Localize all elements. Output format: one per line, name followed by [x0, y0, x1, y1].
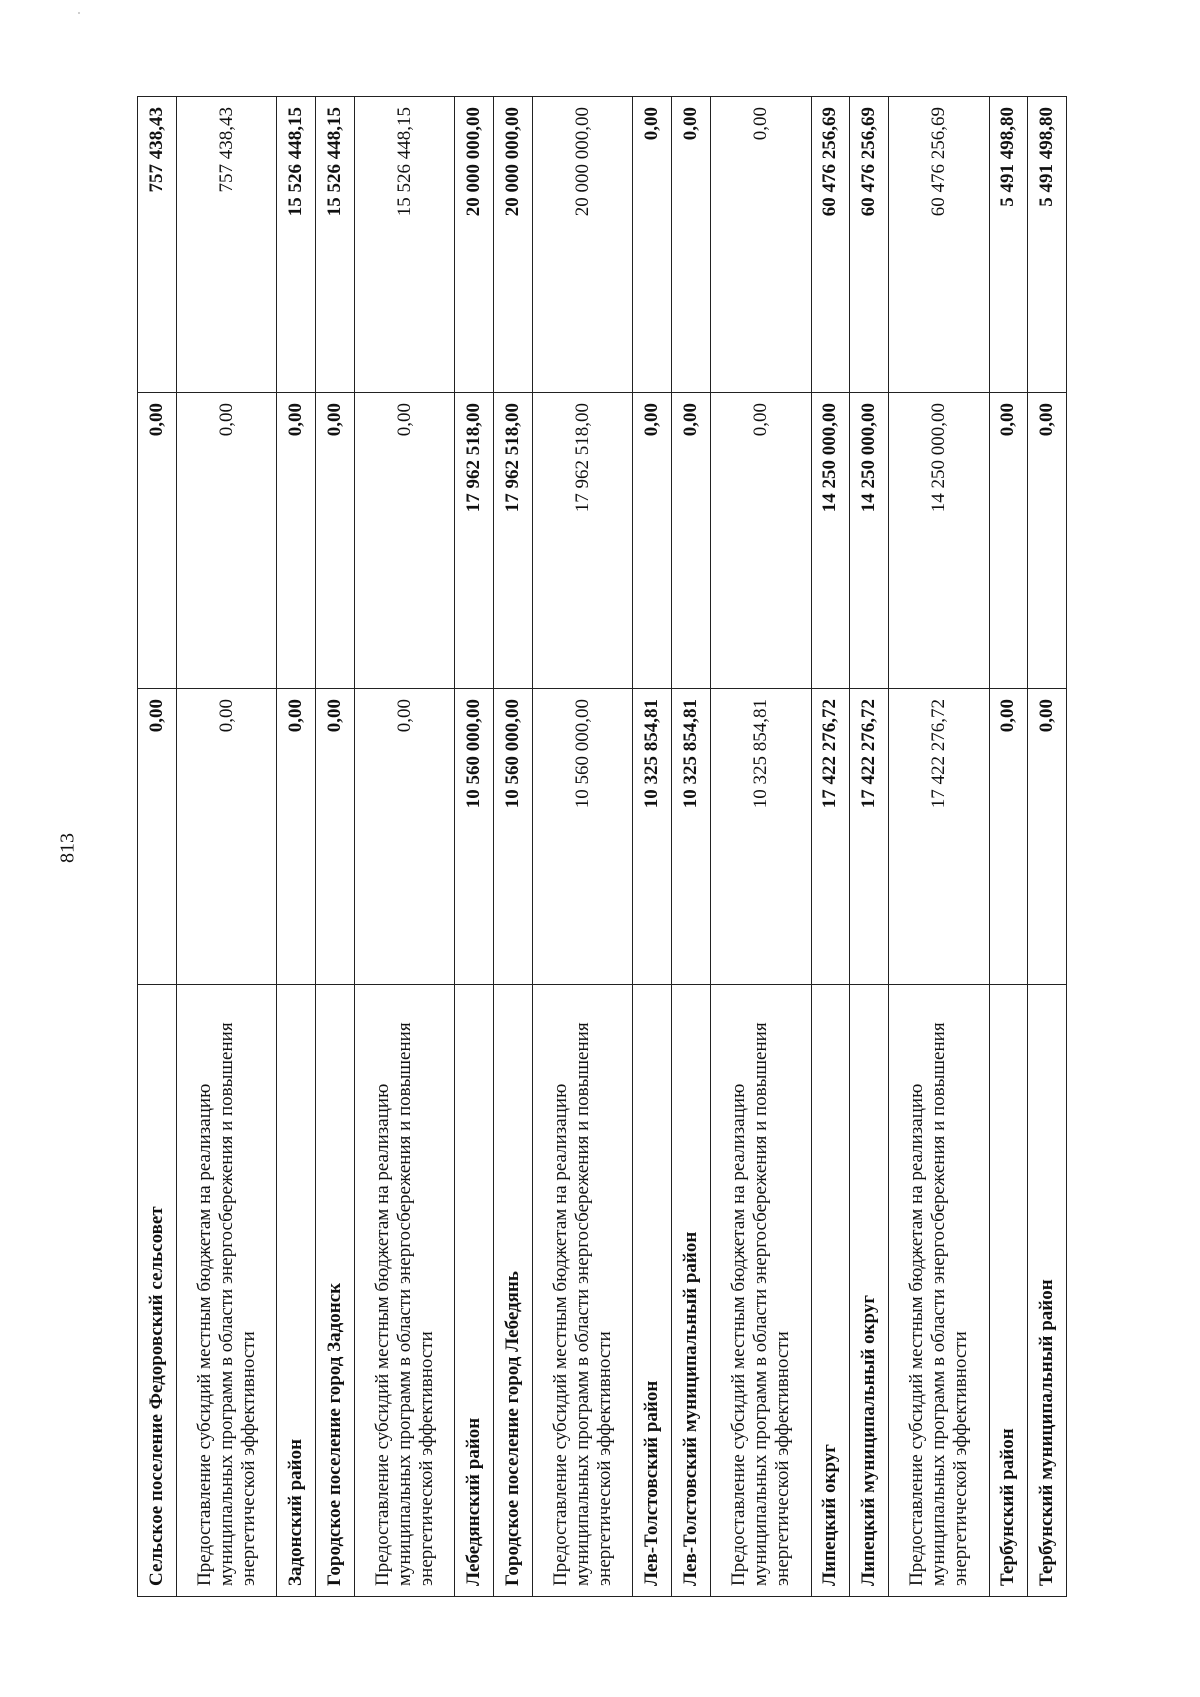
value-cell-1: 10 325 854,81	[633, 689, 672, 985]
table-row-subtotal	[850, 97, 889, 1597]
value-cell-1: 0,00	[277, 689, 316, 985]
row-name-cell: Предоставление субсидий местным бюджетам на реализацию муниципальных программ в области энергосбережения и повышения энергетической эффективности	[354, 985, 455, 1597]
scan-artifact	[78, 12, 80, 14]
value-cell-1: 17 422 276,72	[811, 689, 850, 985]
row-name-cell: Предоставление субсидий местным бюджетам на реализацию муниципальных программ в области энергосбережения и повышения энергетической эффективности	[176, 985, 277, 1597]
page-number: 813	[56, 833, 79, 863]
value-cell-1: 17 422 276,72	[888, 689, 989, 985]
table-row-subtotal	[277, 97, 316, 1597]
value-cell-2: 0,00	[989, 393, 1028, 689]
value-cell-1: 10 325 854,81	[672, 689, 711, 985]
table-row-subtotal	[494, 97, 533, 1597]
value-cell-2: 0,00	[354, 393, 455, 689]
table-row-subtotal	[138, 97, 177, 1597]
value-cell-2: 17 962 518,00	[455, 393, 494, 689]
budget-table	[137, 96, 1067, 1597]
table-row-detail	[710, 97, 811, 1597]
value-cell-1: 0,00	[354, 689, 455, 985]
value-cell-2: 17 962 518,00	[494, 393, 533, 689]
value-cell-1: 10 560 000,00	[532, 689, 633, 985]
value-cell-1: 0,00	[138, 689, 177, 985]
row-name-cell: Городское поселение город Лебедянь	[494, 985, 533, 1597]
table-row-detail	[354, 97, 455, 1597]
value-cell-3: 60 476 256,69	[811, 97, 850, 393]
row-name-cell: Лев-Толстовский район	[633, 985, 672, 1597]
value-cell-2: 0,00	[710, 393, 811, 689]
value-cell-2: 17 962 518,00	[532, 393, 633, 689]
row-name-cell: Тербунский район	[989, 985, 1028, 1597]
value-cell-3: 5 491 498,80	[989, 97, 1028, 393]
value-cell-2: 0,00	[672, 393, 711, 689]
table-row-subtotal	[633, 97, 672, 1597]
row-name-cell: Тербунский муниципальный район	[1028, 985, 1067, 1597]
table-row-detail	[888, 97, 989, 1597]
value-cell-3: 0,00	[633, 97, 672, 393]
value-cell-2: 0,00	[633, 393, 672, 689]
table-row-subtotal	[989, 97, 1028, 1597]
row-name-cell: Городское поселение город Задонск	[316, 985, 355, 1597]
row-name-cell: Сельское поселение Федоровский сельсовет	[138, 985, 177, 1597]
value-cell-1: 17 422 276,72	[850, 689, 889, 985]
value-cell-2: 14 250 000,00	[888, 393, 989, 689]
budget-table-body	[138, 97, 1067, 1597]
value-cell-3: 15 526 448,15	[316, 97, 355, 393]
value-cell-1: 0,00	[316, 689, 355, 985]
value-cell-1: 10 560 000,00	[494, 689, 533, 985]
table-row-detail	[532, 97, 633, 1597]
value-cell-3: 15 526 448,15	[277, 97, 316, 393]
value-cell-3: 15 526 448,15	[354, 97, 455, 393]
value-cell-3: 0,00	[710, 97, 811, 393]
value-cell-3: 60 476 256,69	[888, 97, 989, 393]
value-cell-3: 60 476 256,69	[850, 97, 889, 393]
row-name-cell: Предоставление субсидий местным бюджетам на реализацию муниципальных программ в области энергосбережения и повышения энергетической эффективности	[710, 985, 811, 1597]
row-name-cell: Липецкий муниципальный округ	[850, 985, 889, 1597]
value-cell-2: 14 250 000,00	[850, 393, 889, 689]
value-cell-2: 0,00	[1028, 393, 1067, 689]
value-cell-3: 20 000 000,00	[532, 97, 633, 393]
value-cell-3: 0,00	[672, 97, 711, 393]
table-row-subtotal	[811, 97, 850, 1597]
table-row-subtotal	[1028, 97, 1067, 1597]
value-cell-3: 20 000 000,00	[455, 97, 494, 393]
value-cell-1: 10 560 000,00	[455, 689, 494, 985]
row-name-cell: Лев-Толстовский муниципальный район	[672, 985, 711, 1597]
value-cell-1: 0,00	[989, 689, 1028, 985]
row-name-cell: Лебедянский район	[455, 985, 494, 1597]
row-name-cell: Задонский район	[277, 985, 316, 1597]
value-cell-2: 0,00	[316, 393, 355, 689]
value-cell-2: 0,00	[277, 393, 316, 689]
value-cell-3: 757 438,43	[138, 97, 177, 393]
value-cell-1: 10 325 854,81	[710, 689, 811, 985]
table-row-detail	[176, 97, 277, 1597]
value-cell-2: 14 250 000,00	[811, 393, 850, 689]
value-cell-3: 20 000 000,00	[494, 97, 533, 393]
table-row-subtotal	[455, 97, 494, 1597]
value-cell-3: 757 438,43	[176, 97, 277, 393]
row-name-cell: Липецкий округ	[811, 985, 850, 1597]
table-row-subtotal	[672, 97, 711, 1597]
budget-table-container	[137, 97, 1067, 1597]
value-cell-3: 5 491 498,80	[1028, 97, 1067, 393]
value-cell-1: 0,00	[1028, 689, 1067, 985]
table-row-subtotal	[316, 97, 355, 1597]
value-cell-1: 0,00	[176, 689, 277, 985]
value-cell-2: 0,00	[176, 393, 277, 689]
row-name-cell: Предоставление субсидий местным бюджетам на реализацию муниципальных программ в области энергосбережения и повышения энергетической эффективности	[532, 985, 633, 1597]
value-cell-2: 0,00	[138, 393, 177, 689]
row-name-cell: Предоставление субсидий местным бюджетам на реализацию муниципальных программ в области энергосбережения и повышения энергетической эффективности	[888, 985, 989, 1597]
